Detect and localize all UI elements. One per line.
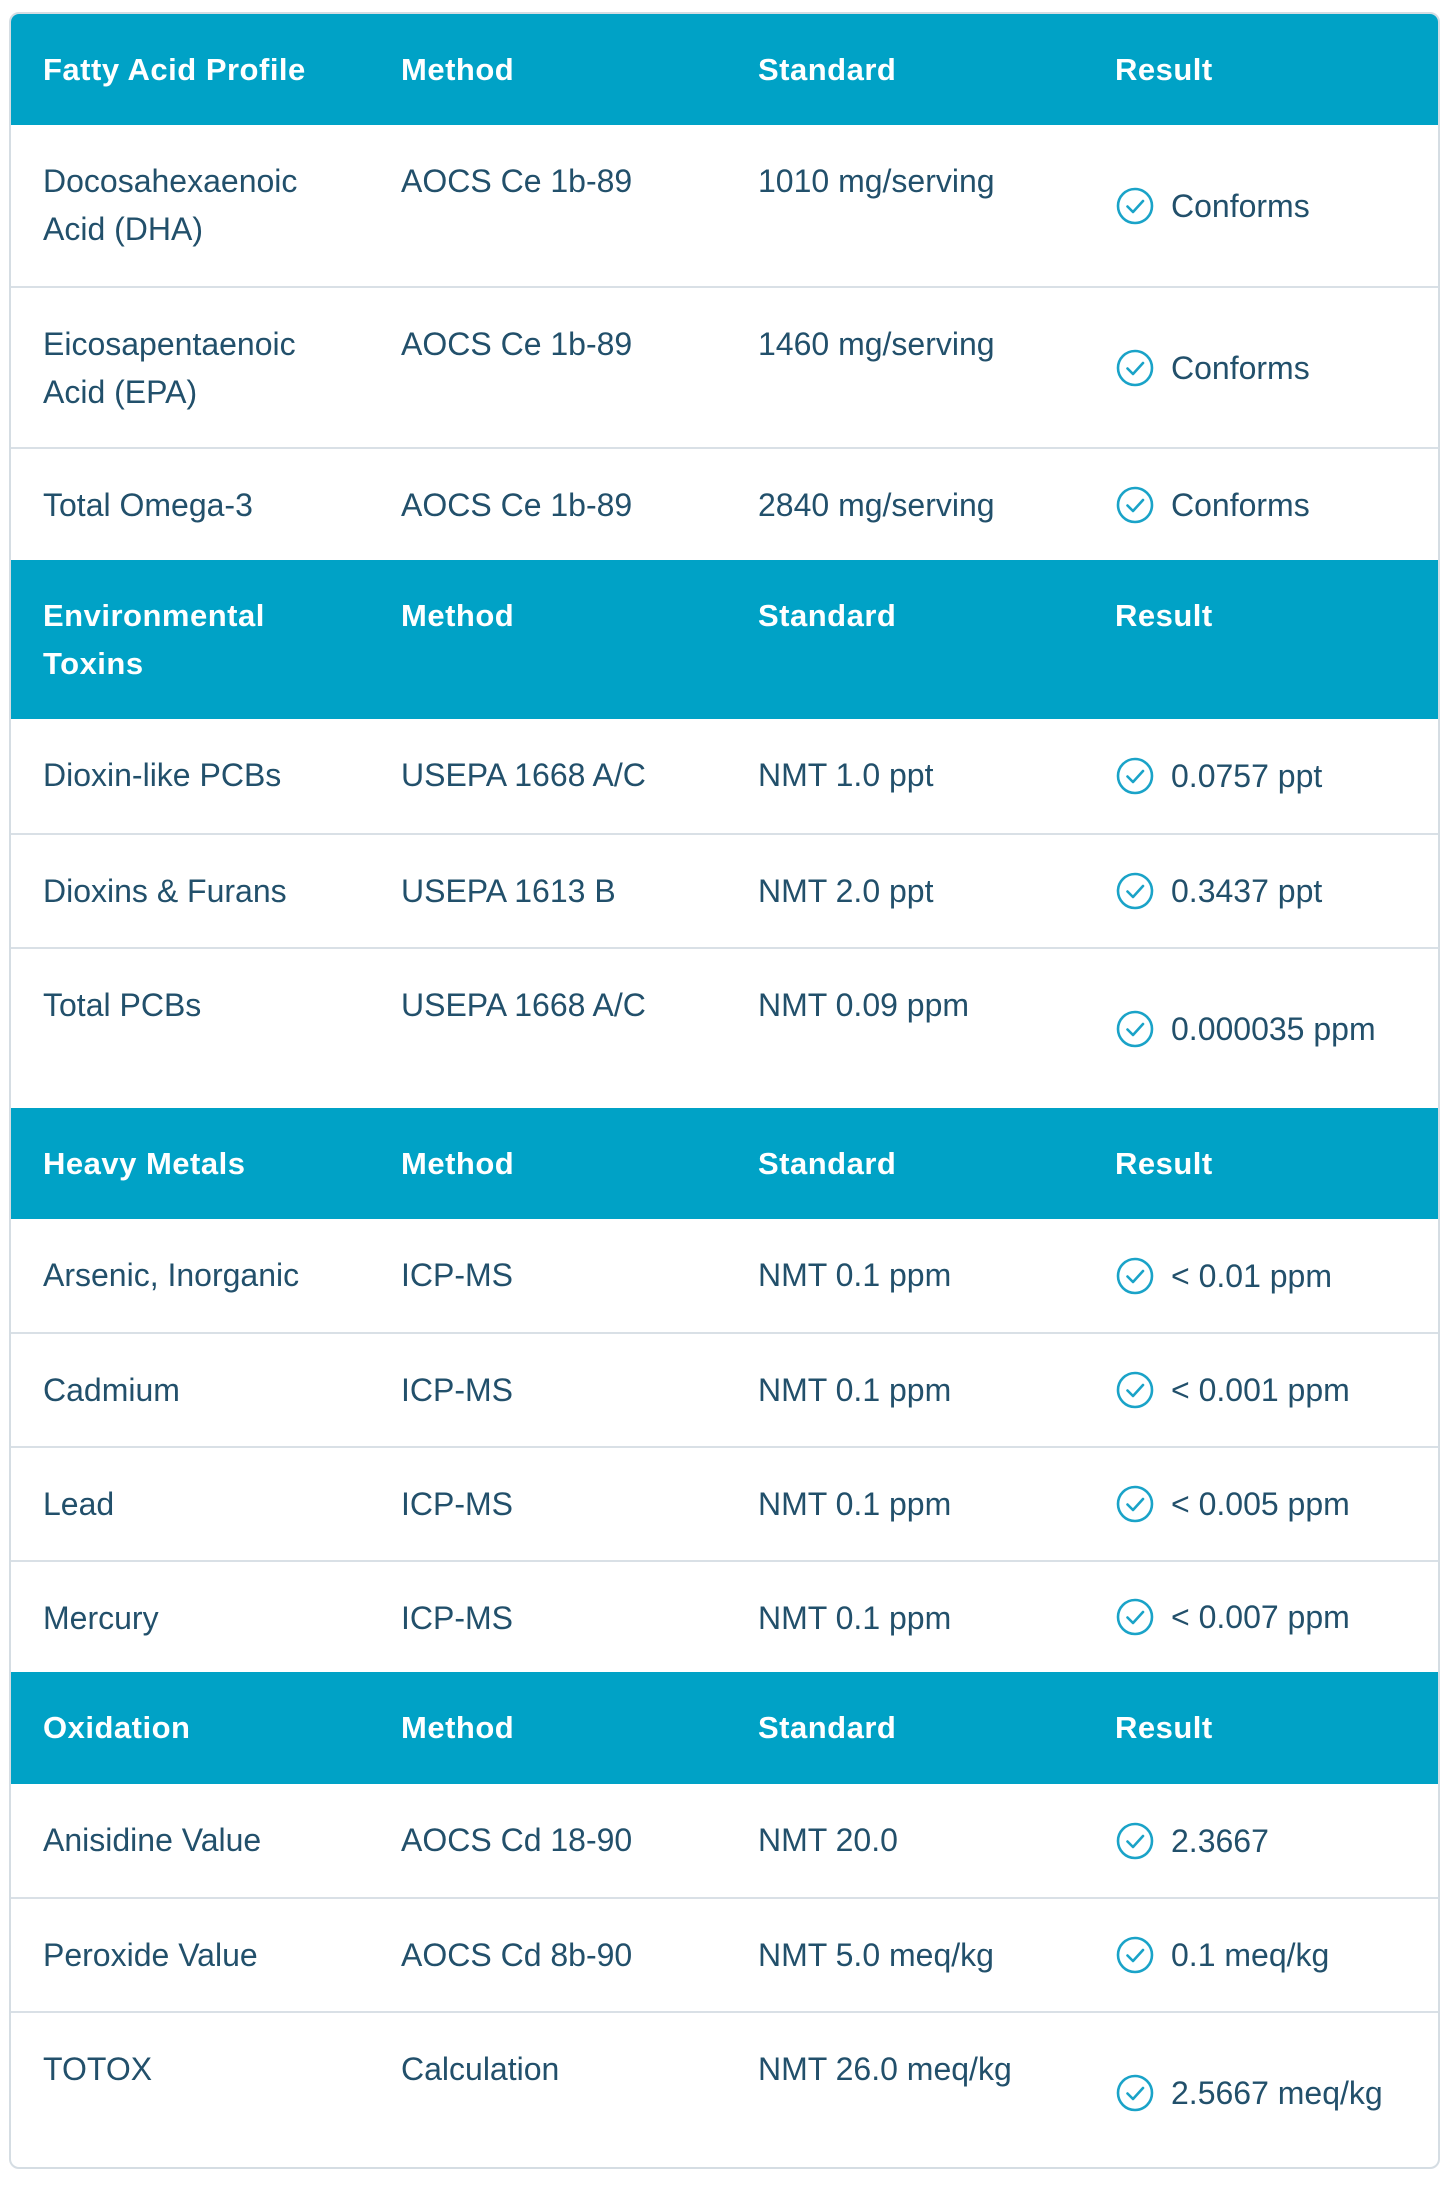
analyte-name: Arsenic, Inorganic: [43, 1257, 300, 1293]
result-value: Conforms: [1171, 349, 1310, 386]
section-header-fatty-acid-profile: [11, 14, 1438, 125]
table-row: [11, 447, 1438, 560]
header-method: Method: [401, 1710, 515, 1745]
analyte-name: Total PCBs: [43, 987, 202, 1023]
result-value: 0.3437 ppt: [1171, 873, 1323, 909]
method: AOCS Ce 1b-89: [401, 487, 633, 523]
test-results-table: [9, 12, 1440, 2169]
method: ICP-MS: [401, 1372, 513, 1408]
header-category: Fatty Acid Profile: [43, 52, 306, 87]
analyte-name: Peroxide Value: [43, 1937, 258, 1973]
result-value: < 0.01 ppm: [1171, 1257, 1332, 1294]
header-standard: Standard: [758, 52, 897, 87]
section-header-heavy-metals: [11, 1108, 1438, 1219]
header-category: Environmental Toxins: [43, 598, 265, 681]
analyte-name: Eicosapentaenoic Acid (EPA): [43, 326, 296, 410]
method: Calculation: [401, 2051, 560, 2087]
method: AOCS Ce 1b-89: [401, 163, 633, 199]
standard: NMT 0.1 ppm: [758, 1600, 952, 1636]
standard: NMT 0.1 ppm: [758, 1486, 952, 1522]
analyte-name: Total Omega-3: [43, 487, 253, 523]
table-row: [11, 2011, 1438, 2169]
table-row: [11, 833, 1438, 947]
check-circle-icon: [1115, 2073, 1155, 2113]
header-method: Method: [401, 52, 515, 87]
standard: NMT 20.0: [758, 1822, 898, 1858]
analyte-name: Dioxins & Furans: [43, 873, 287, 909]
result-value: < 0.007 ppm: [1171, 1599, 1350, 1635]
header-category: Heavy Metals: [43, 1146, 246, 1181]
result: [1083, 835, 1438, 947]
table-row: [11, 125, 1438, 286]
table-row: [11, 1332, 1438, 1446]
table-row: [11, 286, 1438, 447]
analyte-name: TOTOX: [43, 2051, 153, 2087]
standard: NMT 1.0 ppt: [758, 757, 934, 793]
table-row: [11, 1897, 1438, 2011]
check-circle-icon: [1115, 1009, 1155, 1049]
section-header-environmental-toxins: [11, 560, 1438, 719]
header-standard: Standard: [758, 1710, 897, 1745]
table-row: [11, 1784, 1438, 1897]
analyte-name: Mercury: [43, 1600, 159, 1636]
check-circle-icon: [1115, 1821, 1155, 1861]
header-standard: Standard: [758, 598, 897, 633]
result-value: Conforms: [1171, 486, 1310, 523]
standard: NMT 0.1 ppm: [758, 1372, 952, 1408]
result: [1083, 449, 1438, 560]
result: [1083, 1562, 1438, 1672]
method: ICP-MS: [401, 1257, 513, 1293]
analyte-name: Docosahexaenoic Acid (DHA): [43, 163, 298, 247]
result-value: 2.5667 meq/kg: [1171, 2074, 1383, 2111]
check-circle-icon: [1115, 1256, 1155, 1296]
standard: 1460 mg/serving: [758, 326, 995, 362]
method: USEPA 1613 B: [401, 873, 616, 909]
analyte-name: Dioxin-like PCBs: [43, 757, 282, 793]
check-circle-icon: [1115, 485, 1155, 525]
result: [1083, 2013, 1438, 2169]
result: [1083, 1899, 1438, 2011]
result: [1083, 288, 1438, 447]
standard: 2840 mg/serving: [758, 487, 995, 523]
method: ICP-MS: [401, 1486, 513, 1522]
header-method: Method: [401, 598, 515, 633]
method: USEPA 1668 A/C: [401, 757, 646, 793]
table-row: [11, 947, 1438, 1108]
standard: NMT 0.1 ppm: [758, 1257, 952, 1293]
standard: NMT 5.0 meq/kg: [758, 1937, 994, 1973]
header-category: Oxidation: [43, 1710, 191, 1745]
analyte-name: Anisidine Value: [43, 1822, 262, 1858]
result-value: 2.3667: [1171, 1822, 1269, 1859]
result-value: 0.1 meq/kg: [1171, 1937, 1330, 1973]
check-circle-icon: [1115, 1370, 1155, 1410]
method: AOCS Cd 18-90: [401, 1822, 633, 1858]
method: USEPA 1668 A/C: [401, 987, 646, 1023]
standard: NMT 26.0 meq/kg: [758, 2051, 1012, 2087]
table-row: [11, 1560, 1438, 1672]
method: AOCS Cd 8b-90: [401, 1937, 633, 1973]
result: [1083, 949, 1438, 1108]
header-standard: Standard: [758, 1146, 897, 1181]
header-method: Method: [401, 1146, 515, 1181]
standard: NMT 0.09 ppm: [758, 987, 970, 1023]
header-result: Result: [1115, 1146, 1213, 1181]
header-result: Result: [1115, 1710, 1213, 1745]
result: [1083, 719, 1438, 833]
check-circle-icon: [1115, 1484, 1155, 1524]
table-row: [11, 1219, 1438, 1332]
check-circle-icon: [1115, 348, 1155, 388]
result: [1083, 125, 1438, 286]
standard: 1010 mg/serving: [758, 163, 995, 199]
table-row: [11, 1446, 1438, 1560]
result: [1083, 1448, 1438, 1560]
result-value: 0.0757 ppt: [1171, 758, 1323, 794]
header-result: Result: [1115, 598, 1213, 633]
check-circle-icon: [1115, 1597, 1155, 1637]
check-circle-icon: [1115, 1935, 1155, 1975]
analyte-name: Cadmium: [43, 1372, 180, 1408]
method: ICP-MS: [401, 1600, 513, 1636]
header-result: Result: [1115, 52, 1213, 87]
result-value: 0.000035 ppm: [1171, 1010, 1376, 1047]
result: [1083, 1334, 1438, 1446]
section-header-oxidation: [11, 1672, 1438, 1784]
method: AOCS Ce 1b-89: [401, 326, 633, 362]
result-value: Conforms: [1171, 187, 1310, 224]
result-value: < 0.001 ppm: [1171, 1372, 1350, 1408]
standard: NMT 2.0 ppt: [758, 873, 934, 909]
check-circle-icon: [1115, 186, 1155, 226]
analyte-name: Lead: [43, 1486, 115, 1522]
check-circle-icon: [1115, 756, 1155, 796]
result: [1083, 1219, 1438, 1332]
result-value: < 0.005 ppm: [1171, 1486, 1350, 1522]
check-circle-icon: [1115, 871, 1155, 911]
result: [1083, 1784, 1438, 1897]
table-row: [11, 719, 1438, 833]
